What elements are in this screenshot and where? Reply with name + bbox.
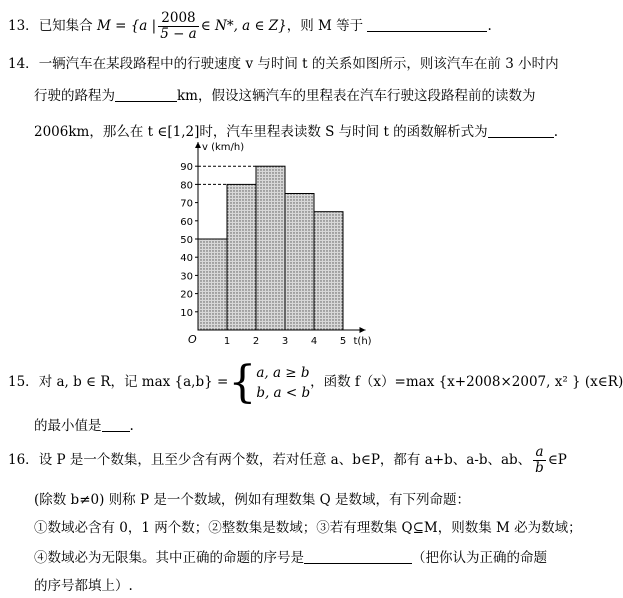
q16-frac-tail: ∈P — [547, 452, 567, 468]
y-axis-label: v (km/h) — [202, 142, 245, 153]
q13-end: . — [487, 18, 492, 34]
x-tick-label: 3 — [281, 336, 289, 347]
q13-set-close: ∈ N*, a ∈ Z} — [200, 18, 287, 34]
q15-function: ，函数 f（x）=max {x+2008×2007, x² } (x∈R) — [310, 374, 623, 390]
q14-function-blank[interactable] — [488, 123, 554, 138]
q13-number: 13． — [8, 18, 39, 34]
q15-answer-blank[interactable] — [102, 417, 130, 432]
y-tick-label: 70 — [180, 198, 193, 210]
q14-line3 — [34, 120, 558, 140]
y-tick-label: 90 — [180, 162, 193, 174]
q14-text-2a: 行驶的路程为 — [34, 88, 115, 104]
q16-text-1: 设 P 是一个数集，且至少含有两个数，若对任意 a、b∈P，都有 a+b、a-b、ab、 — [38, 452, 532, 468]
q16-number: 16． — [8, 452, 39, 468]
y-tick-label: 20 — [180, 289, 193, 301]
chart-bar — [256, 166, 285, 330]
q13 — [8, 4, 492, 48]
q13-set-open: M = {a | — [96, 18, 157, 34]
q13-fraction — [158, 11, 199, 42]
q14-text-3: 2006km，那么在 t ∈[1,2]时，汽车里程表读数 S 与时间 t 的函数解析式为 — [34, 124, 488, 140]
q15-line2 — [34, 414, 134, 434]
q16-fraction — [533, 445, 546, 476]
q14-line2 — [34, 84, 535, 104]
speed-time-chart-svg — [176, 142, 386, 354]
chart-bar — [198, 239, 227, 330]
x-tick-label: 2 — [252, 336, 260, 347]
q16-frac-den: b — [535, 460, 544, 476]
q15-number: 15． — [8, 374, 39, 390]
y-axis-arrow-icon — [195, 142, 201, 148]
q13-lead: 已知集合 — [38, 18, 93, 34]
q16-text-2: (除数 b≠0) 则称 P 是一个数域，例如有理数集 Q 是数域，有下列命题： — [34, 492, 470, 508]
y-tick-label: 80 — [180, 180, 193, 192]
q16-text-4b: （把你认为正确的命题 — [412, 550, 547, 566]
y-tick-label: 50 — [180, 235, 193, 246]
q14-text-1: 一辆汽车在某段路程中的行驶速度 v 与时间 t 的关系如图所示，则该汽车在前 3 小时内 — [38, 56, 559, 72]
q16-text-5: 的序号都填上）. — [34, 578, 133, 594]
x-axis-label: t(h) — [353, 336, 372, 347]
left-brace-icon: { — [228, 356, 257, 408]
q14-text-2b: km，假设这辆汽车的里程表在汽车行驶这段路程前的读数为 — [177, 88, 536, 104]
y-tick-label: 40 — [180, 253, 193, 265]
x-tick-label: 1 — [223, 336, 231, 347]
q16-line3 — [34, 516, 582, 536]
x-tick-label: 4 — [310, 336, 318, 347]
q16-text-4a: ④数域必为无限集。其中正确的命题的序号是 — [34, 550, 304, 566]
q14-line1 — [8, 52, 559, 72]
q15-case-2: b, a < b — [256, 384, 311, 401]
y-tick-label: 60 — [180, 216, 193, 228]
q14-number: 14． — [8, 56, 39, 72]
q13-tail: ，则 M 等于 — [286, 18, 364, 34]
q16-line1 — [8, 440, 567, 480]
q16-answer-blank[interactable] — [304, 549, 412, 564]
q15-end: . — [129, 418, 134, 434]
q15-lead: 对 a, b ∈ R，记 max {a,b} = — [38, 374, 229, 390]
q14-distance-blank[interactable] — [115, 87, 177, 102]
chart-bar — [285, 194, 314, 331]
q15-case-1: a, a ≥ b — [256, 364, 310, 381]
q13-answer-blank[interactable] — [367, 17, 487, 32]
chart-bar — [227, 184, 256, 330]
q16-line5 — [34, 574, 133, 594]
q13-frac-num: 2008 — [158, 11, 199, 27]
origin-label: O — [188, 333, 197, 346]
q16-line2 — [34, 488, 470, 508]
q15-cases — [256, 363, 310, 403]
y-tick-label: 10 — [180, 307, 193, 319]
x-axis-arrow-icon — [360, 327, 366, 333]
q16-line4 — [34, 546, 547, 566]
q16-frac-num: a — [533, 445, 546, 461]
q15-line1 — [8, 356, 623, 408]
chart-bar — [314, 212, 343, 330]
y-tick-label: 30 — [180, 271, 193, 283]
q13-frac-den: 5 − a — [160, 26, 197, 42]
speed-time-chart — [176, 142, 386, 354]
q16-text-3: ①数域必含有 0，1 两个数；②整数集是数域；③若有理数集 Q⊆M，则数集 M 必为数域； — [34, 520, 582, 536]
q15-text-2: 的最小值是 — [34, 418, 102, 434]
x-tick-label: 5 — [339, 336, 347, 347]
q14-end: . — [553, 124, 558, 140]
